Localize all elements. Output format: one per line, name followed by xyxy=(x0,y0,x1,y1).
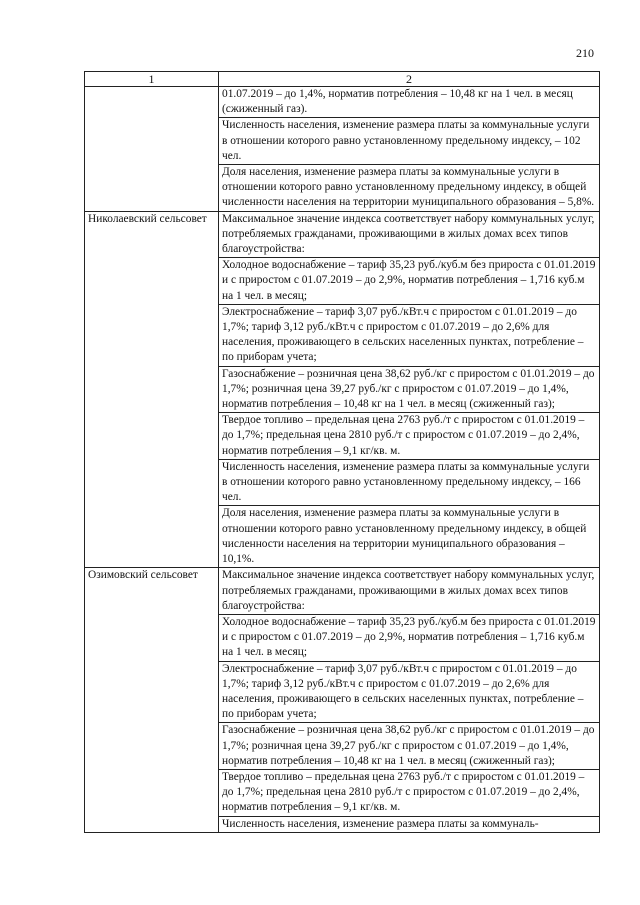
description-cell xyxy=(219,568,600,832)
text-block: Численность населения, изменение размера платы за коммунальные услуги в отношении которого равно установленному предельному индексу, – 102 чел. xyxy=(219,117,599,164)
text-block: Численность населения, изменение размера платы за коммуналь- xyxy=(219,816,599,832)
text-block: Холодное водоснабжение – тариф 35,23 руб./куб.м без прироста с 01.01.2019 и с приростом с 01.07.2019 – до 2,9%, норматив потребления – 1,716 куб.м на 1 чел. в месяц; xyxy=(219,257,599,304)
page-number: 210 xyxy=(576,46,594,60)
text-block: Твердое топливо – предельная цена 2763 руб./т с приростом с 01.01.2019 – до 1,7%; предельная цена 2810 руб./т с приростом с 01.07.2019 – до 2,4%, норматив потребления – 9,1 кг/кв. м. xyxy=(219,769,599,816)
description-cell xyxy=(219,211,600,568)
table-row xyxy=(85,211,600,568)
table-header-row xyxy=(85,72,600,87)
description-cell xyxy=(219,87,600,212)
text-block: Доля населения, изменение размера платы за коммунальные услуги в отношении которого равно установленному предельному индексу, в общей численности населения на территории муниципального образования – 5,8%. xyxy=(219,164,599,211)
indices-table xyxy=(84,71,600,833)
table-row xyxy=(85,568,600,832)
text-block: Максимальное значение индекса соответствует набору коммунальных услуг, потребляемых гражданами, проживающими в жилых домах всех типов благоустройства: xyxy=(222,569,595,612)
text-block: 01.07.2019 – до 1,4%, норматив потребления – 10,48 кг на 1 чел. в месяц (сжиженный газ). xyxy=(222,88,573,116)
text-block: Твердое топливо – предельная цена 2763 руб./т с приростом с 01.01.2019 – до 1,7%; предельная цена 2810 руб./т с приростом с 01.07.2019 – до 2,4%, норматив потребления – 9,1 кг/кв. м. xyxy=(219,412,599,459)
header-col-1: 1 xyxy=(85,72,219,87)
header-col-2: 2 xyxy=(219,72,600,87)
table-row xyxy=(85,87,600,212)
text-block: Численность населения, изменение размера платы за коммунальные услуги в отношении которого равно установленному предельному индексу, – 166 чел. xyxy=(219,459,599,506)
text-block: Газоснабжение – розничная цена 38,62 руб./кг с приростом с 01.01.2019 – до 1,7%; розничная цена 39,27 руб./кг с приростом с 01.07.2019 – до 1,4%, норматив потребления – 10,48 кг на 1 чел. в месяц (сжиженный газ); xyxy=(219,366,599,413)
settlement-cell: Николаевский сельсовет xyxy=(85,211,219,568)
text-block: Максимальное значение индекса соответствует набору коммунальных услуг, потребляемых гражданами, проживающими в жилых домах всех типов благоустройства: xyxy=(222,212,595,256)
settlement-cell xyxy=(85,87,219,212)
text-block: Газоснабжение – розничная цена 38,62 руб./кг с приростом с 01.01.2019 – до 1,7%; розничная цена 39,27 руб./кг с приростом с 01.07.2019 – до 1,4%, норматив потребления – 10,48 кг на 1 чел. в месяц (сжиженный газ); xyxy=(219,722,599,769)
text-block: Электроснабжение – тариф 3,07 руб./кВт.ч с приростом с 01.01.2019 – до 1,7%; тариф 3,12 руб./кВт.ч с приростом с 01.07.2019 – до 2,6% для населения, проживающего в сельских населенных пунктах, потребление – по приборам учета; xyxy=(219,661,599,723)
text-block: Электроснабжение – тариф 3,07 руб./кВт.ч с приростом с 01.01.2019 – до 1,7%; тариф 3,12 руб./кВт.ч с приростом с 01.07.2019 – до 2,6% для населения, проживающего в сельских населенных пунктах, потребление – по приборам учета; xyxy=(219,304,599,366)
settlement-cell: Озимовский сельсовет xyxy=(85,568,219,832)
text-block: Холодное водоснабжение – тариф 35,23 руб./куб.м без прироста с 01.01.2019 и с приростом с 01.07.2019 – до 2,9%, норматив потребления – 1,716 куб.м на 1 чел. в месяц; xyxy=(219,614,599,661)
text-block: Доля населения, изменение размера платы за коммунальные услуги в отношении которого равно установленному предельному индексу, в общей численности населения на территории муниципального образования – 10,1%. xyxy=(219,505,599,567)
